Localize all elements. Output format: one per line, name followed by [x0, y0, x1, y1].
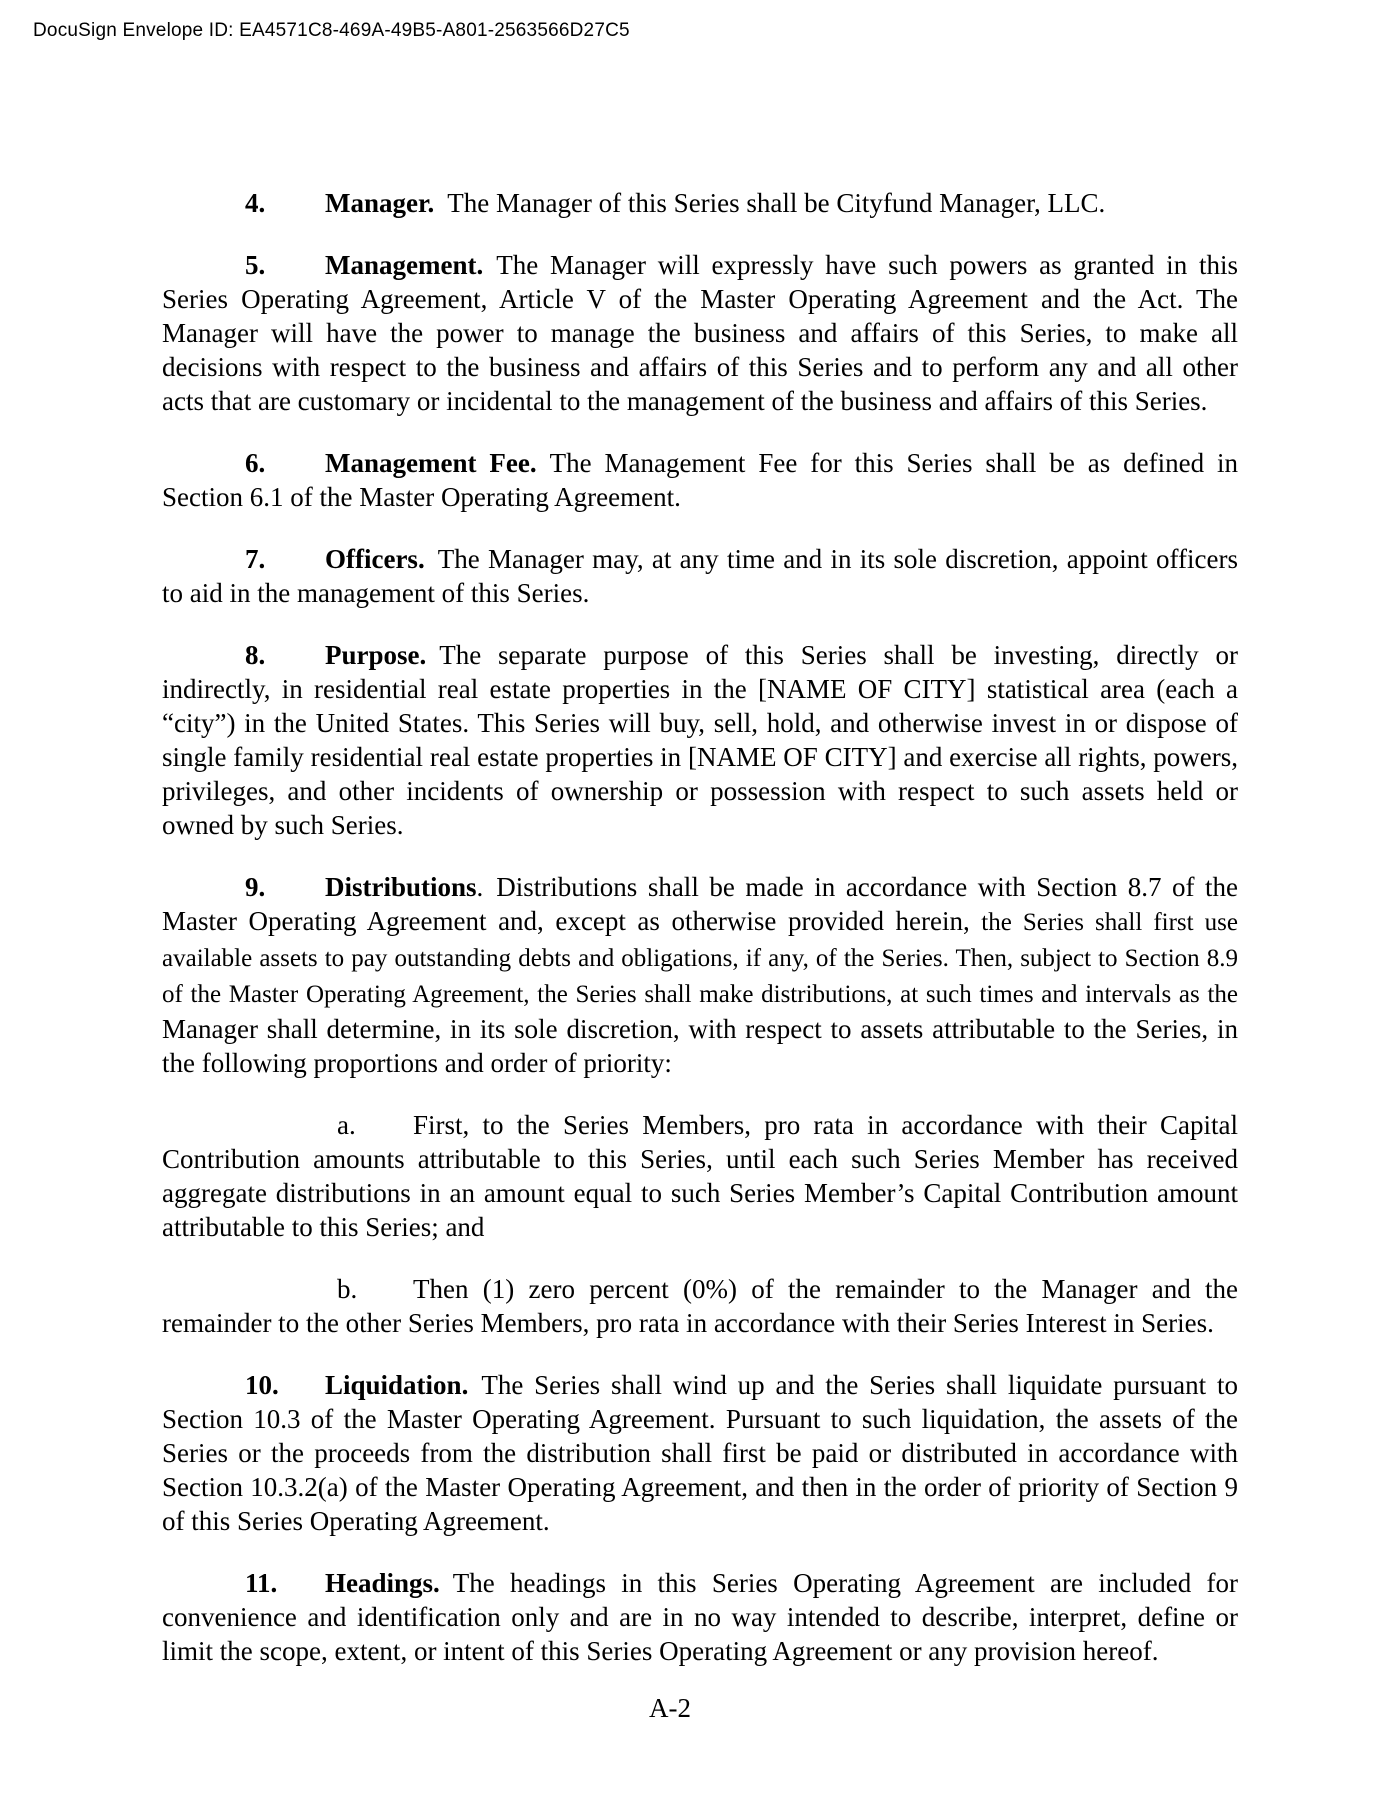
subsection-letter: b.: [337, 1274, 358, 1304]
section-paragraph-11: [162, 1566, 1238, 1668]
section-paragraph-7: [162, 542, 1238, 610]
section-body-text: Distributions shall be made in accordance with Section 8.7 of the Master Operating Agreement and, except as otherwise provided herein,: [162, 872, 1238, 936]
section-number: 6.: [245, 448, 266, 478]
docusign-envelope-id-label: DocuSign Envelope ID: EA4571C8-469A-49B5-A801-2563566D27C5: [33, 20, 630, 41]
section-heading: Liquidation.: [325, 1370, 469, 1400]
section-body-text: The separate purpose of this Series shall be investing, directly or indirectly, in residential real estate properties in the [NAME OF CITY] statistical area (each a “city”) in the United States. This Series will buy, sell, hold, and otherwise invest in or dispose of single family residential real estate properties in [NAME OF CITY] and exercise all rights, powers, privileges, and other incidents of ownership or possession with respect to such assets held or owned by such Series.: [162, 640, 1238, 840]
section-heading: Manager.: [325, 188, 435, 218]
section-paragraph-8: [162, 638, 1238, 842]
section-number: 7.: [245, 544, 266, 574]
section-paragraph-4: [162, 186, 1238, 220]
section-heading: Distributions: [325, 872, 477, 902]
section-heading: Management Fee.: [325, 448, 537, 478]
subsection-paragraph-a: [162, 1108, 1238, 1244]
section-body-text: The Manager may, at any time and in its sole discretion, appoint officers to aid in the management of this Series.: [162, 544, 1238, 608]
section-number: 4.: [245, 188, 266, 218]
section-paragraph-5: [162, 248, 1238, 418]
section-body-text: The Manager will expressly have such powers as granted in this Series Operating Agreement, Article V of the Master Operating Agreement and the Act. The Manager will have the power to manage the business and affairs of this Series, to make all decisions with respect to the business and affairs of this Series and to perform any and all other acts that are customary or incidental to the management of the business and affairs of this Series.: [162, 250, 1238, 416]
section-heading: Management.: [325, 250, 484, 280]
subsection-body-text: First, to the Series Members, pro rata in accordance with their Capital Contribution amounts attributable to this Series, until each such Series Member has received aggregate distributions in an amount equal to such Series Member’s Capital Contribution amount attributable to this Series; and: [162, 1110, 1238, 1242]
subsection-body-text: Then (1) zero percent (0%) of the remainder to the Manager and the remainder to the other Series Members, pro rata in accordance with their Series Interest in Series.: [162, 1274, 1238, 1338]
section-body-text: Manager shall determine, in its sole discretion, with respect to assets attributable to the Series, in the following proportions and order of priority:: [162, 1014, 1238, 1078]
section-number: 9.: [245, 872, 266, 902]
section-paragraph-10: [162, 1368, 1238, 1538]
section-number: 11.: [245, 1568, 278, 1598]
section-number: 10.: [245, 1370, 279, 1400]
section-body-text: The Manager of this Series shall be Cityfund Manager, LLC.: [447, 188, 1106, 218]
subsection-letter: a.: [337, 1110, 356, 1140]
section-body-text: The headings in this Series Operating Agreement are included for convenience and identification only and are in no way intended to describe, interpret, define or limit the scope, extent, or intent of this Series Operating Agreement or any provision hereof.: [162, 1568, 1238, 1666]
section-body-text: The Series shall wind up and the Series shall liquidate pursuant to Section 10.3 of the Master Operating Agreement. Pursuant to such liquidation, the assets of the Series or the proceeds from the distribution shall first be paid or distributed in accordance with Section 10.3.2(a) of the Master Operating Agreement, and then in the order of priority of Section 9 of this Series Operating Agreement.: [162, 1370, 1238, 1536]
section-heading: Purpose.: [325, 640, 427, 670]
subsection-paragraph-b: [162, 1272, 1238, 1340]
section-number: 5.: [245, 250, 266, 280]
document-body: [162, 186, 1238, 1696]
section-body-text-small: the Series shall first use available assets to pay outstanding debts and obligations, if any, of the Series. Then, subject to Section 8.9 of the Master Operating Agreement, the Series shall make distributions, at such times and intervals as the: [162, 909, 1238, 1008]
section-heading: Headings.: [325, 1568, 440, 1598]
page-number: A-2: [649, 1693, 691, 1723]
section-body-text: The Management Fee for this Series shall be as defined in Section 6.1 of the Master Operating Agreement.: [162, 448, 1238, 512]
section-heading-period: .: [476, 872, 484, 902]
section-paragraph-9: [162, 870, 1238, 1080]
section-paragraph-6: [162, 446, 1238, 514]
section-heading: Officers.: [325, 544, 425, 574]
section-number: 8.: [245, 640, 266, 670]
